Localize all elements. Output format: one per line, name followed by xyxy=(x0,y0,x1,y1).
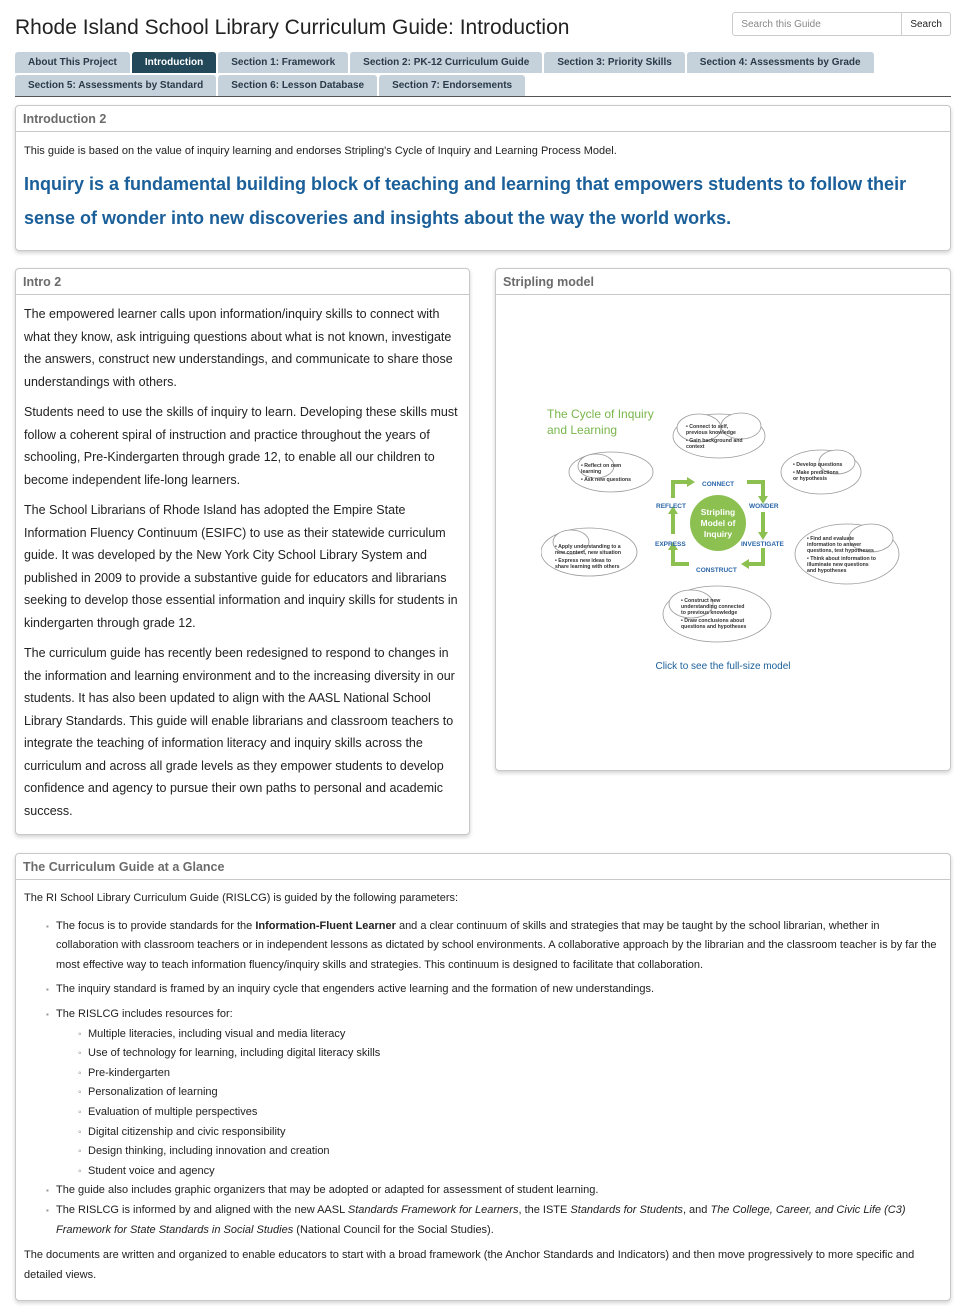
cloud-express-text: new context, new situation xyxy=(555,550,622,556)
stripling-model-box-title: Stripling model xyxy=(496,269,950,295)
cloud-construct-text: • Draw conclusions about xyxy=(681,618,745,624)
cloud-construct-text: understanding connected xyxy=(681,604,745,610)
tab-row-1 xyxy=(15,52,951,73)
cloud-connect-text: • Gain background and xyxy=(686,438,743,444)
list-item: ◦ Student voice and agency xyxy=(88,1162,942,1182)
list-item: ◦ Personalization of learning xyxy=(88,1083,942,1103)
full-size-model-link[interactable]: Click to see the full-size model xyxy=(655,661,791,672)
center-label: Inquiry xyxy=(703,529,733,539)
list-item: ▪ The RISLCG is informed by and aligned with the new AASL Standards Framework for Learners, the ISTE Standards for Students, and The College, Career, and Civic Life (C3) Framework for State Standards in Social Studies (National Council for the Social Studies). xyxy=(56,1201,942,1240)
list-item: ◦ Pre-kindergarten xyxy=(88,1064,942,1084)
glance-intro: The RI School Library Curriculum Guide (RISLCG) is guided by the following parameters: xyxy=(24,892,459,904)
list-item: ◦ Design thinking, including innovation and creation xyxy=(88,1142,942,1162)
tab-section-1[interactable]: Section 1: Framework xyxy=(218,52,348,73)
tab-section-7[interactable]: Section 7: Endorsements xyxy=(379,75,525,96)
cloud-reflect-text: • Reflect on own xyxy=(581,463,622,469)
stage-construct: CONSTRUCT xyxy=(696,567,737,574)
figure-title-line1: The Cycle of Inquiry xyxy=(547,407,654,421)
figure-title-line2: and Learning xyxy=(547,423,618,437)
intro2-paragraph: The empowered learner calls upon information/inquiry skills to connect with what they know, ask intriguing questions about what is not known, investigate the answers, construct new understandings, and communicate to share those understandings with others. xyxy=(24,307,453,389)
cloud-investigate-text: • Think about information to xyxy=(807,556,876,562)
arrow-construct-express xyxy=(673,550,687,564)
center-label: Model of xyxy=(700,518,736,528)
list-item: ▪ The RISLCG includes resources for: ◦ Multiple literacies, including visual and media literacy ◦ Use of technology for learning, including digital literacy skills ◦ Pre-kindergarten ◦ Personalization of learning ◦ Evaluation of multiple perspectives ◦ Digital citizenship and civic responsibility ◦ Design thinking, including innovation and creation ◦ Student voice and agency xyxy=(56,1005,942,1181)
glance-box-title: The Curriculum Guide at a Glance xyxy=(16,854,950,880)
page-header xyxy=(15,12,951,44)
arrowhead xyxy=(741,559,749,569)
list-item: ▪ The inquiry standard is framed by an inquiry cycle that engenders active learning and the formation of new understandings. xyxy=(56,980,942,1000)
tab-section-2[interactable]: Section 2: PK-12 Curriculum Guide xyxy=(350,52,542,73)
introduction-box xyxy=(15,105,951,251)
cloud-reflect-text: learning xyxy=(581,469,602,475)
cloud-connect-text: previous knowledge xyxy=(686,430,736,436)
cloud-wonder-text: or hypothesis xyxy=(793,476,828,482)
tab-divider xyxy=(15,96,951,97)
tab-introduction[interactable]: Introduction xyxy=(132,52,216,73)
list-item: ▪ The focus is to provide standards for the Information-Fluent Learner and a clear continuum of skills and strategies that may be taught by the school librarian, whether in collaboration with classroom teachers or in independent lessons as dictated by school environments. A collaborative approach by the librarian and the classroom teacher is by far the most effective way to teach information fluency/inquiry skills and strategies. This continuum is designed to facilitate that collaboration. xyxy=(56,917,942,976)
glance-box xyxy=(15,853,951,1301)
page-title: Rhode Island School Library Curriculum Guide: Introduction xyxy=(15,16,570,39)
stage-reflect: REFLECT xyxy=(656,503,686,510)
tab-about-this-project[interactable]: About This Project xyxy=(15,52,130,73)
cycle-of-inquiry-diagram[interactable] xyxy=(541,404,911,664)
tab-section-5[interactable]: Section 5: Assessments by Standard xyxy=(15,75,216,96)
stripling-model-box xyxy=(495,268,951,771)
cloud-investigate xyxy=(795,524,899,584)
arrowhead xyxy=(758,532,768,540)
search-input[interactable] xyxy=(732,12,902,36)
intro2-paragraph: Students need to use the skills of inquiry to learn. Developing these skills must follow a coherent spiral of instruction and practice throughout the years of schooling, Pre-Kindergarten through grade 12, to enable all our children to become independent life-long learners. xyxy=(24,405,458,487)
cloud-investigate-text: information to answer xyxy=(807,542,862,548)
tab-section-6[interactable]: Section 6: Lesson Database xyxy=(218,75,377,96)
stage-investigate: INVESTIGATE xyxy=(741,541,784,548)
intro2-box xyxy=(15,268,470,835)
cloud-wonder-text: • Develop questions xyxy=(793,462,843,468)
tab-row-2 xyxy=(15,75,951,96)
arrow-reflect-connect xyxy=(673,482,687,496)
cloud-wonder-text: • Make predictions xyxy=(793,470,839,476)
tab-section-3[interactable]: Section 3: Priority Skills xyxy=(544,52,684,73)
introduction-box-body xyxy=(16,132,950,243)
cloud-express-text: • Apply understanding to a xyxy=(555,544,621,550)
glance-closing: The documents are written and organized to enable educators to start with a broad framework (the Anchor Standards and Indicators) and then move progressively to more specific and detailed views. xyxy=(24,1249,915,1281)
intro2-box-title: Intro 2 xyxy=(16,269,469,295)
intro2-box-body xyxy=(16,295,469,838)
search-form xyxy=(732,12,951,36)
intro-lead-statement: Inquiry is a fundamental building block of teaching and learning that empowers students to follow their sense of wonder into new discoveries and insights about the way the world works. xyxy=(24,174,907,228)
intro-text: This guide is based on the value of inquiry learning and endorses Stripling's Cycle of Inquiry and Learning Process Model. xyxy=(24,145,617,157)
cloud-construct-text: to previous knowledge xyxy=(681,610,738,616)
cloud-construct-text: • Construct new xyxy=(681,598,721,604)
stage-express: EXPRESS xyxy=(655,541,686,548)
tab-section-4[interactable]: Section 4: Assessments by Grade xyxy=(687,52,874,73)
cloud-investigate-text: • Find and evaluate xyxy=(807,536,855,542)
cloud-investigate-text: and hypotheses xyxy=(807,568,847,574)
list-item: ◦ Multiple literacies, including visual and media literacy xyxy=(88,1025,942,1045)
search-button[interactable]: Search xyxy=(902,12,951,36)
arrowhead xyxy=(687,477,695,487)
glance-list xyxy=(24,917,942,1241)
stage-connect: CONNECT xyxy=(702,481,735,488)
glance-box-body xyxy=(16,880,950,1293)
cloud-investigate-text: illuminate new questions xyxy=(807,562,869,568)
stripling-model-figure[interactable] xyxy=(541,404,911,664)
arrow-connect-wonder xyxy=(749,482,763,496)
center-label: Stripling xyxy=(700,507,736,517)
cloud-construct-text: questions and hypotheses xyxy=(681,624,747,630)
cloud-connect-text: • Connect to self, xyxy=(686,424,729,430)
cloud-investigate-text: questions, test hypotheses xyxy=(807,548,874,554)
cloud-connect-text: context xyxy=(686,444,705,450)
cloud-reflect-text: • Ask new questions xyxy=(581,477,632,483)
introduction-box-title: Introduction 2 xyxy=(16,106,950,132)
intro2-paragraph: The curriculum guide has recently been redesigned to respond to changes in the information and learning environment and to the increasing diversity in our students. It has also been updated to align with the AASL National School Library Standards. This guide will enable librarians and classroom teachers to integrate the teaching of information literacy and inquiry skills across the curriculum and across all grade levels as they empower students to develop confidence and agency to pursue their own paths to personal and academic success. xyxy=(24,646,455,818)
resources-list xyxy=(56,1025,942,1182)
list-item: ◦ Use of technology for learning, including digital literacy skills xyxy=(88,1044,942,1064)
cloud-express-text: share learning with others xyxy=(555,564,620,570)
cloud-express-text: • Express new ideas to xyxy=(555,558,612,564)
arrow-investigate-construct xyxy=(749,550,763,564)
list-item: ◦ Evaluation of multiple perspectives xyxy=(88,1103,942,1123)
list-item: ▪ The guide also includes graphic organizers that may be adopted or adapted for assessment of student learning. xyxy=(56,1181,942,1201)
stage-wonder: WONDER xyxy=(749,503,779,510)
tab-nav xyxy=(15,52,951,98)
list-item: ◦ Digital citizenship and civic responsibility xyxy=(88,1123,942,1143)
intro2-paragraph: The School Librarians of Rhode Island has adopted the Empire State Information Fluency Continuum (ESIFC) to use as their statewide curriculum guide. It was developed by the New York City School Library System and published in 2009 to provide a substantive guide for educators and librarians seeking to develop those essential information and inquiry skills for students in kindergarten through grade 12. xyxy=(24,503,458,630)
